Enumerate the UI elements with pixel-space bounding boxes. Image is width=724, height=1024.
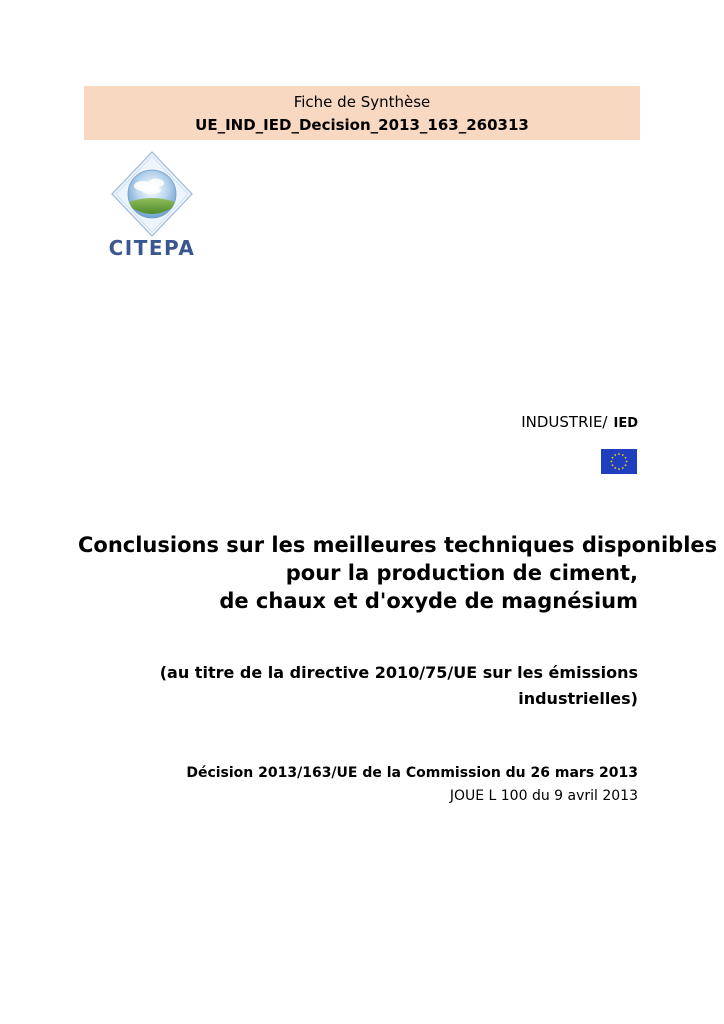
citepa-logo-icon	[96, 150, 208, 240]
document-title	[78, 531, 718, 615]
journal-reference: JOUE L 100 du 9 avril 2013	[449, 788, 638, 804]
category-label	[521, 412, 638, 434]
title-line-2: pour la production de ciment,	[285, 561, 638, 585]
eu-flag-icon	[601, 449, 637, 474]
title-line-1: Conclusions sur les meilleures techniques disponibles	[78, 533, 718, 557]
document-subtitle	[138, 660, 638, 712]
subtitle-line-1: (au titre de la directive 2010/75/UE sur les émissions	[159, 663, 638, 682]
header-band	[84, 86, 640, 140]
decision-reference	[118, 762, 638, 808]
decision-line: Décision 2013/163/UE de la Commission du 26 mars 2013	[186, 765, 638, 781]
category-sub: IED	[613, 416, 638, 431]
header-title: Fiche de Synthèse	[293, 93, 431, 111]
logo-text: CITEPA	[108, 236, 196, 260]
citepa-logo	[96, 150, 208, 266]
title-line-3: de chaux et d'oxyde de magnésium	[219, 589, 638, 613]
document-code: UE_IND_IED_Decision_2013_163_260313	[195, 116, 529, 134]
category-main: INDUSTRIE/	[521, 413, 608, 431]
subtitle-line-2: industrielles)	[518, 689, 638, 708]
